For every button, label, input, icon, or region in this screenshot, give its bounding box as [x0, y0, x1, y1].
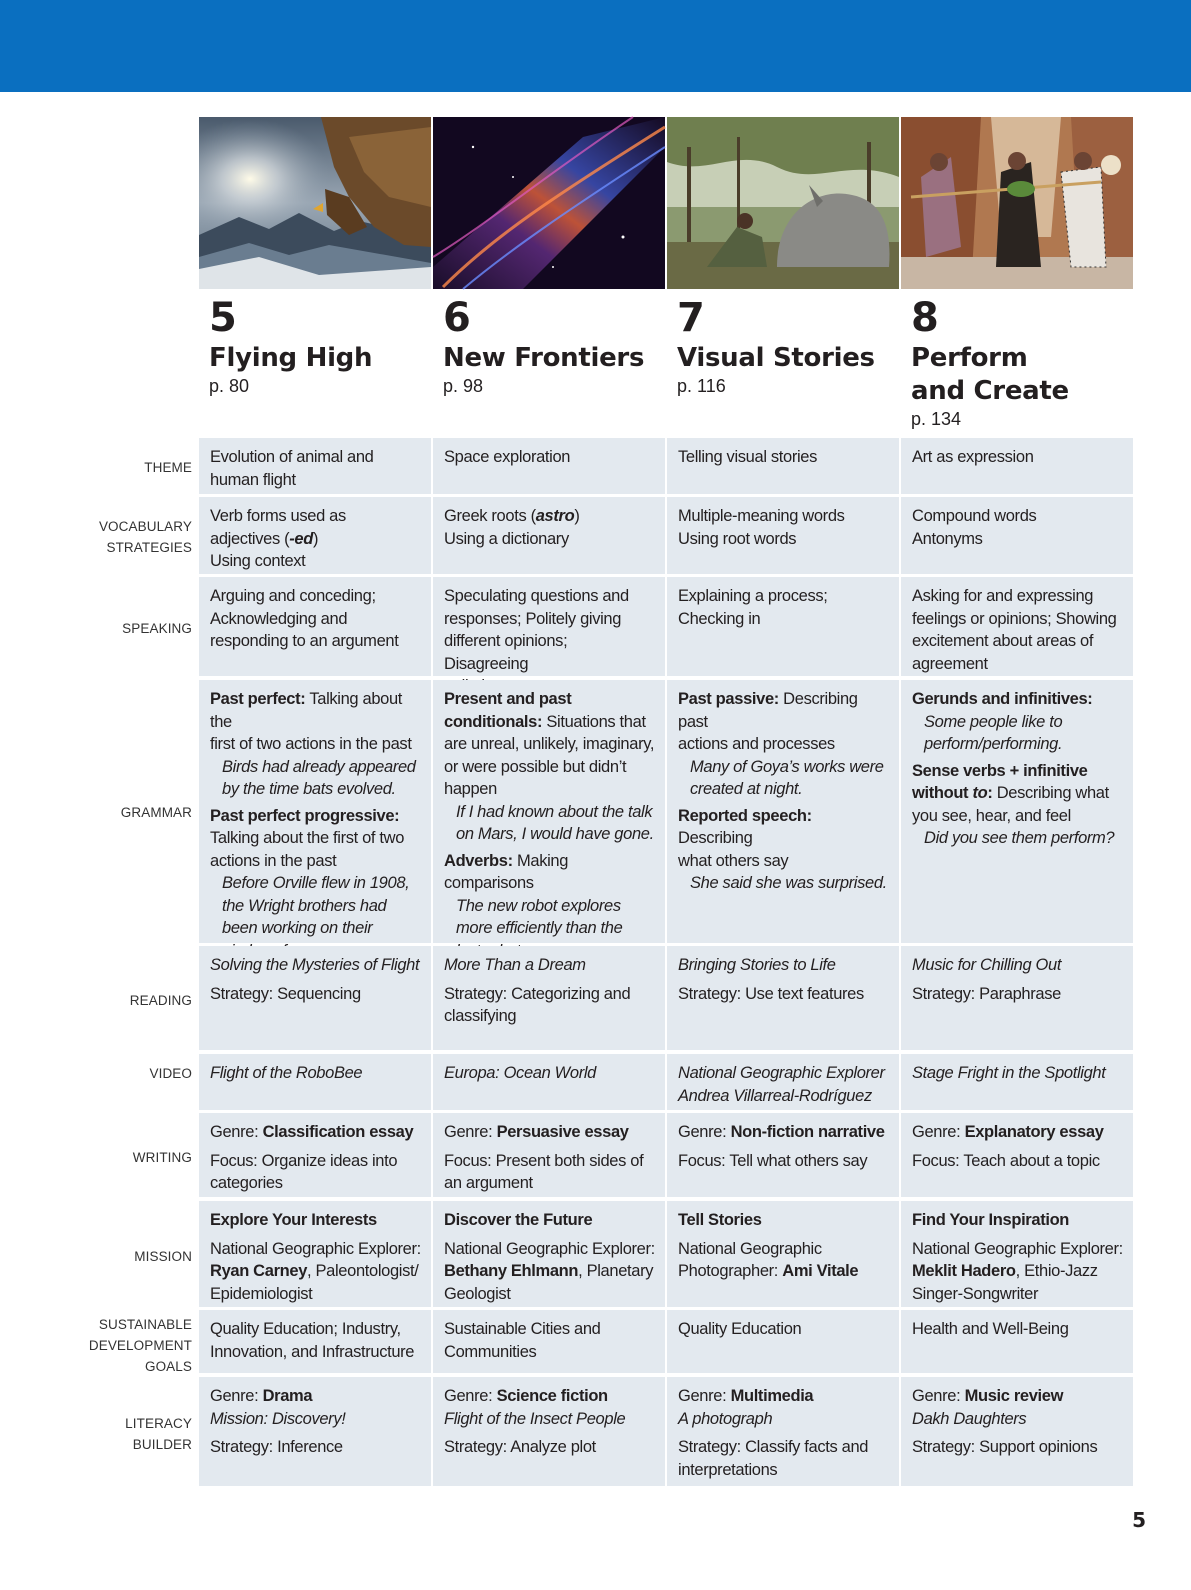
cell-line: Space exploration [444, 448, 571, 466]
writing-genre: Non-fiction narrative [730, 1123, 885, 1141]
row-label-text: SUSTAINABLE [98, 1317, 192, 1332]
cell-text: Talking about the [210, 690, 403, 731]
speaking-cell [199, 577, 431, 676]
video-cell [901, 1054, 1133, 1110]
cell-line: actions in the past [210, 851, 337, 870]
unit-6-header [443, 296, 669, 397]
writing-cell [901, 1113, 1133, 1197]
cell-line [678, 688, 889, 733]
grammar-heading: Past perfect progressive: [210, 806, 400, 825]
sdg-cell [901, 1310, 1133, 1373]
cell-text: Describing what [992, 784, 1109, 802]
cell-line: Geologist [444, 1284, 511, 1303]
writing-cell [433, 1113, 665, 1197]
cell-line: Explaining a process; [678, 587, 828, 605]
mission-cell [901, 1201, 1133, 1307]
cell-text: ) [574, 507, 580, 525]
grammar-example: created at night. [690, 780, 803, 798]
row-label-text: VIDEO [149, 1066, 192, 1081]
reading-cell [901, 946, 1133, 1050]
cell-line [444, 1121, 655, 1144]
row-label-text: READING [129, 993, 192, 1008]
row-label-text: DEVELOPMENT [88, 1338, 192, 1353]
writing-cell [199, 1113, 431, 1197]
cell-line: Using a dictionary [444, 529, 569, 548]
unit-title[interactable]: New Frontiers [443, 343, 645, 373]
grammar-cell [667, 680, 899, 943]
reading-title[interactable]: Music for Chilling Out [912, 956, 1062, 974]
cell-line: Focus: Teach about a topic [912, 1151, 1100, 1170]
unit-title[interactable] [911, 342, 1137, 408]
nebula-photo [433, 117, 665, 289]
cell-line [444, 688, 655, 711]
row-label-text: GOALS [144, 1359, 192, 1374]
cell-line: Evolution of animal and [210, 448, 374, 466]
cell-line: Quality Education; Industry, [210, 1320, 401, 1338]
literacy-work-title[interactable]: Flight of the Insect People [444, 1409, 626, 1428]
cell-text: Genre: [210, 1123, 263, 1141]
cell-line: Health and Well-Being [912, 1320, 1069, 1338]
video-title[interactable]: National Geographic Explorer [678, 1064, 885, 1082]
cell-text: Describing [678, 829, 753, 847]
cell-line: Acknowledging and [210, 609, 348, 628]
video-title[interactable]: Europa: Ocean World [444, 1064, 597, 1082]
unit-number: 7 [677, 295, 704, 341]
cell-line: Checking in [678, 609, 761, 628]
reading-title[interactable]: More Than a Dream [444, 956, 586, 974]
literacy-genre: Multimedia [730, 1387, 814, 1405]
video-cell [433, 1054, 665, 1110]
cell-line [444, 711, 655, 734]
header-band [0, 0, 1191, 92]
cell-line: what others say [678, 851, 789, 870]
unit-title[interactable]: Flying High [209, 343, 373, 373]
grammar-heading: Reported speech: [678, 806, 812, 825]
cell-line: Strategy: Support opinions [912, 1438, 1098, 1456]
cell-text: adjectives ( [210, 529, 290, 548]
cell-text: Genre: [444, 1123, 497, 1141]
cell-line: categories [210, 1174, 283, 1192]
cell-line [444, 850, 655, 895]
reading-cell [667, 946, 899, 1050]
grammar-example: She said she was surprised. [690, 874, 887, 892]
literacy-genre: Drama [262, 1387, 313, 1405]
cell-line: responding to an argument [210, 632, 399, 650]
cell-line [444, 1385, 655, 1408]
unit-8-header [911, 296, 1137, 430]
cell-line [210, 1121, 421, 1144]
rhino-and-keeper-photo [667, 117, 899, 289]
unit-page: p. 80 [209, 376, 250, 396]
cell-line [912, 1260, 1123, 1283]
cell-text: Genre: [912, 1387, 965, 1405]
vocabulary-cell [901, 497, 1133, 574]
cell-line: Verb forms used as [210, 507, 346, 525]
cell-line [912, 782, 1123, 805]
cell-text: Making comparisons [444, 851, 569, 892]
cell-line: Focus: Organize ideas into [210, 1151, 398, 1170]
cell-line [678, 805, 889, 850]
cell-line: Strategy: Classify facts and [678, 1438, 869, 1456]
writing-cell [667, 1113, 899, 1197]
cell-line: Communities [444, 1342, 537, 1361]
cell-line: National Geographic Explorer: [444, 1239, 655, 1258]
grammar-cell [901, 680, 1133, 943]
cell-text: Situations that [542, 712, 646, 731]
mission-cell [433, 1201, 665, 1307]
cell-line: Strategy: Sequencing [210, 984, 361, 1003]
grammar-example: on Mars, I would have gone. [456, 825, 654, 843]
cell-line: Sustainable Cities and [444, 1320, 601, 1338]
cell-text: ) [312, 529, 319, 548]
row-label-literacy [60, 1413, 192, 1455]
grammar-heading: Sense verbs + infinitive [912, 761, 1088, 780]
cell-line: Strategy: Categorizing and [444, 984, 631, 1003]
cell-text: , Planetary [578, 1262, 654, 1280]
sdg-cell [433, 1310, 665, 1373]
reading-title[interactable]: Solving the Mysteries of Flight [210, 956, 420, 974]
writing-genre: Classification essay [262, 1123, 414, 1141]
musicians-in-canyon-photo [901, 117, 1133, 289]
cell-text: Photographer: [678, 1262, 783, 1280]
cell-text: Genre: [678, 1387, 731, 1405]
unit-number: 6 [443, 295, 470, 341]
literacy-work-title[interactable]: A photograph [678, 1409, 773, 1428]
explorer-name: Ami Vitale [782, 1262, 859, 1280]
mission-title[interactable]: Find Your Inspiration [912, 1211, 1070, 1229]
grammar-example: Did you see them perform? [924, 829, 1115, 847]
grammar-example: If I had known about the talk [456, 802, 653, 821]
row-label-text: VOCABULARY [98, 519, 192, 534]
cell-line [210, 1385, 421, 1408]
cell-line: human flight [210, 470, 296, 489]
cell-line: National Geographic Explorer: [912, 1239, 1123, 1258]
cell-line: Strategy: Use text features [678, 984, 864, 1003]
writing-genre: Persuasive essay [496, 1123, 629, 1141]
cell-line [210, 688, 421, 733]
cell-text: Greek roots ( [444, 507, 536, 525]
grammar-heading: Past perfect: [210, 690, 306, 708]
video-title[interactable]: Andrea Villarreal-Rodríguez [678, 1086, 872, 1105]
literacy-work-title[interactable]: Mission: Discovery! [210, 1409, 346, 1428]
unit-5-header [209, 296, 435, 397]
row-label-text: STRATEGIES [106, 540, 192, 555]
cell-line: are unreal, unlikely, imaginary, [444, 735, 655, 753]
cell-line: interpretations [678, 1460, 778, 1479]
cell-line [444, 505, 655, 528]
cell-line: or were possible but didn’t [444, 757, 627, 776]
unit-number: 8 [911, 295, 938, 341]
grammar-cell [433, 680, 665, 943]
row-label-text: GRAMMAR [120, 805, 192, 820]
cell-text: Genre: [912, 1123, 965, 1141]
row-label-text: LITERACY [125, 1416, 192, 1431]
row-label-text: BUILDER [132, 1437, 192, 1452]
reading-title[interactable]: Bringing Stories to Life [678, 956, 836, 974]
speaking-cell [433, 577, 665, 676]
cell-text: Describing past [678, 690, 858, 731]
cell-emphasis: astro [535, 507, 575, 525]
cell-line: excitement about areas of [912, 632, 1094, 650]
cell-text: , Paleontologist/ [307, 1262, 419, 1280]
eagle-over-mountains-photo [199, 117, 431, 289]
grammar-example: more efficiently than the [456, 919, 623, 937]
page-number: 5 [1132, 1508, 1146, 1532]
grammar-example: Before Orville flew in 1908, [222, 874, 410, 892]
theme-cell [433, 438, 665, 494]
cell-line: an argument [444, 1174, 533, 1192]
cell-line: agreement [912, 654, 988, 673]
grammar-example: Many of Goya’s works were [690, 757, 884, 776]
row-label-reading [60, 990, 192, 1011]
vocabulary-cell [199, 497, 431, 574]
cell-line: Singer-Songwriter [912, 1284, 1039, 1303]
cell-text: Genre: [210, 1387, 263, 1405]
cell-line [678, 1260, 889, 1283]
theme-cell [901, 438, 1133, 494]
grammar-heading: conditionals: [444, 712, 543, 731]
cell-line: Strategy: Paraphrase [912, 984, 1061, 1003]
mission-title[interactable]: Discover the Future [444, 1211, 593, 1229]
cell-line [444, 1260, 655, 1283]
cell-line: Telling visual stories [678, 448, 818, 466]
grammar-heading: Present and past [444, 690, 572, 708]
cell-line: Compound words [912, 507, 1037, 525]
sdg-cell [667, 1310, 899, 1373]
theme-cell [667, 438, 899, 494]
cell-line [912, 1385, 1123, 1408]
explorer-name: Meklit Hadero [912, 1262, 1016, 1280]
cell-line: Using context [210, 552, 306, 570]
unit-page: p. 98 [443, 376, 484, 396]
literacy-work-title[interactable]: Dakh Daughters [912, 1409, 1027, 1428]
mission-cell [667, 1201, 899, 1307]
cell-line: Arguing and conceding; [210, 587, 376, 605]
row-label-video [60, 1063, 192, 1084]
cell-text: Genre: [444, 1387, 497, 1405]
cell-line: Talking about the first of two [210, 829, 405, 847]
vocabulary-cell [433, 497, 665, 574]
literacy-genre: Music review [964, 1387, 1064, 1405]
speaking-cell [901, 577, 1133, 676]
cell-line: Speculating questions and [444, 587, 629, 605]
row-label-grammar [60, 802, 192, 823]
cell-line [210, 528, 421, 551]
cell-line [912, 688, 1123, 711]
grammar-cell [199, 680, 431, 943]
reading-cell [433, 946, 665, 1050]
row-label-mission [60, 1246, 192, 1267]
cell-line: responses; Politely giving [444, 609, 622, 628]
unit-title-line2: and Create [911, 376, 1069, 406]
literacy-cell [901, 1377, 1133, 1486]
unit-page: p. 116 [677, 376, 726, 396]
grammar-example: Birds had already appeared [222, 757, 416, 776]
cell-line [912, 1121, 1123, 1144]
cell-line [210, 805, 421, 828]
row-label-sdg [60, 1314, 192, 1377]
vocabulary-cell [667, 497, 899, 574]
video-cell [667, 1054, 899, 1110]
grammar-heading: : [987, 784, 993, 802]
unit-title[interactable]: Visual Stories [677, 343, 875, 373]
video-title[interactable]: Stage Fright in the Spotlight [912, 1064, 1106, 1082]
unit-page: p. 134 [911, 409, 962, 429]
cell-line [210, 1260, 421, 1283]
grammar-example: perform/performing. [924, 735, 1063, 753]
cell-line [678, 1385, 889, 1408]
mission-title[interactable]: Tell Stories [678, 1211, 762, 1229]
cell-line: Strategy: Analyze plot [444, 1438, 596, 1456]
literacy-genre: Science fiction [496, 1387, 608, 1405]
row-label-text: WRITING [132, 1150, 192, 1165]
row-label-writing [60, 1147, 192, 1168]
cell-line: actions and processes [678, 735, 835, 753]
cell-line: Innovation, and Infrastructure [210, 1342, 415, 1361]
cell-line: Strategy: Inference [210, 1438, 343, 1456]
explorer-name: Bethany Ehlmann [444, 1262, 579, 1280]
sdg-cell [199, 1310, 431, 1373]
cell-line: Using root words [678, 529, 797, 548]
cell-line: feelings or opinions; Showing [912, 609, 1117, 628]
cell-line: classifying [444, 1007, 517, 1025]
cell-emphasis: -ed [289, 529, 313, 548]
cell-line: different opinions; Disagreeing [444, 632, 568, 673]
unit-7-header [677, 296, 903, 397]
grammar-heading: Adverbs: [444, 851, 513, 870]
cell-text: , Ethio-Jazz [1015, 1262, 1098, 1280]
cell-line: first of two actions in the past [210, 735, 412, 753]
cell-line: you see, hear, and feel [912, 806, 1071, 825]
cell-line: Focus: Tell what others say [678, 1151, 868, 1170]
mission-cell [199, 1201, 431, 1307]
row-label-speaking [60, 618, 192, 639]
speaking-cell [667, 577, 899, 676]
cell-emphasis: to [972, 784, 988, 802]
row-label-text: THEME [144, 460, 192, 475]
literacy-cell [199, 1377, 431, 1486]
video-title[interactable]: Flight of the RoboBee [210, 1064, 363, 1082]
cell-line: Multiple-meaning words [678, 507, 845, 525]
cell-line: Art as expression [912, 448, 1034, 466]
grammar-example: the Wright brothers had [222, 896, 387, 915]
grammar-example: The new robot explores [456, 896, 621, 915]
cell-line: National Geographic Explorer: [210, 1239, 421, 1258]
cell-line: National Geographic [678, 1239, 822, 1258]
cell-line: Quality Education [678, 1320, 802, 1338]
unit-title-line1: Perform [911, 343, 1028, 373]
video-cell [199, 1054, 431, 1110]
explorer-name: Ryan Carney [210, 1262, 308, 1280]
literacy-cell [667, 1377, 899, 1486]
row-label-text: SPEAKING [122, 621, 192, 636]
reading-cell [199, 946, 431, 1050]
grammar-example: by the time bats evolved. [222, 780, 396, 798]
literacy-cell [433, 1377, 665, 1486]
grammar-heading: Gerunds and infinitives: [912, 690, 1093, 708]
mission-title[interactable]: Explore Your Interests [210, 1211, 377, 1229]
grammar-example: been working on their [222, 919, 373, 937]
cell-line: Asking for and expressing [912, 587, 1094, 605]
cell-line: happen [444, 780, 497, 798]
grammar-example: Some people like to [924, 712, 1063, 731]
cell-line: Epidemiologist [210, 1284, 313, 1303]
theme-cell [199, 438, 431, 494]
cell-line: Antonyms [912, 529, 983, 548]
unit-number: 5 [209, 295, 236, 341]
grammar-heading: Past passive: [678, 690, 779, 708]
cell-line: Focus: Present both sides of [444, 1151, 644, 1170]
cell-line [912, 760, 1123, 783]
grammar-heading: without [912, 784, 973, 802]
row-label-text: MISSION [134, 1249, 192, 1264]
row-label-theme [60, 457, 192, 478]
cell-line [678, 1121, 889, 1144]
cell-text: Genre: [678, 1123, 731, 1141]
writing-genre: Explanatory essay [964, 1123, 1104, 1141]
row-label-vocabulary [60, 516, 192, 558]
